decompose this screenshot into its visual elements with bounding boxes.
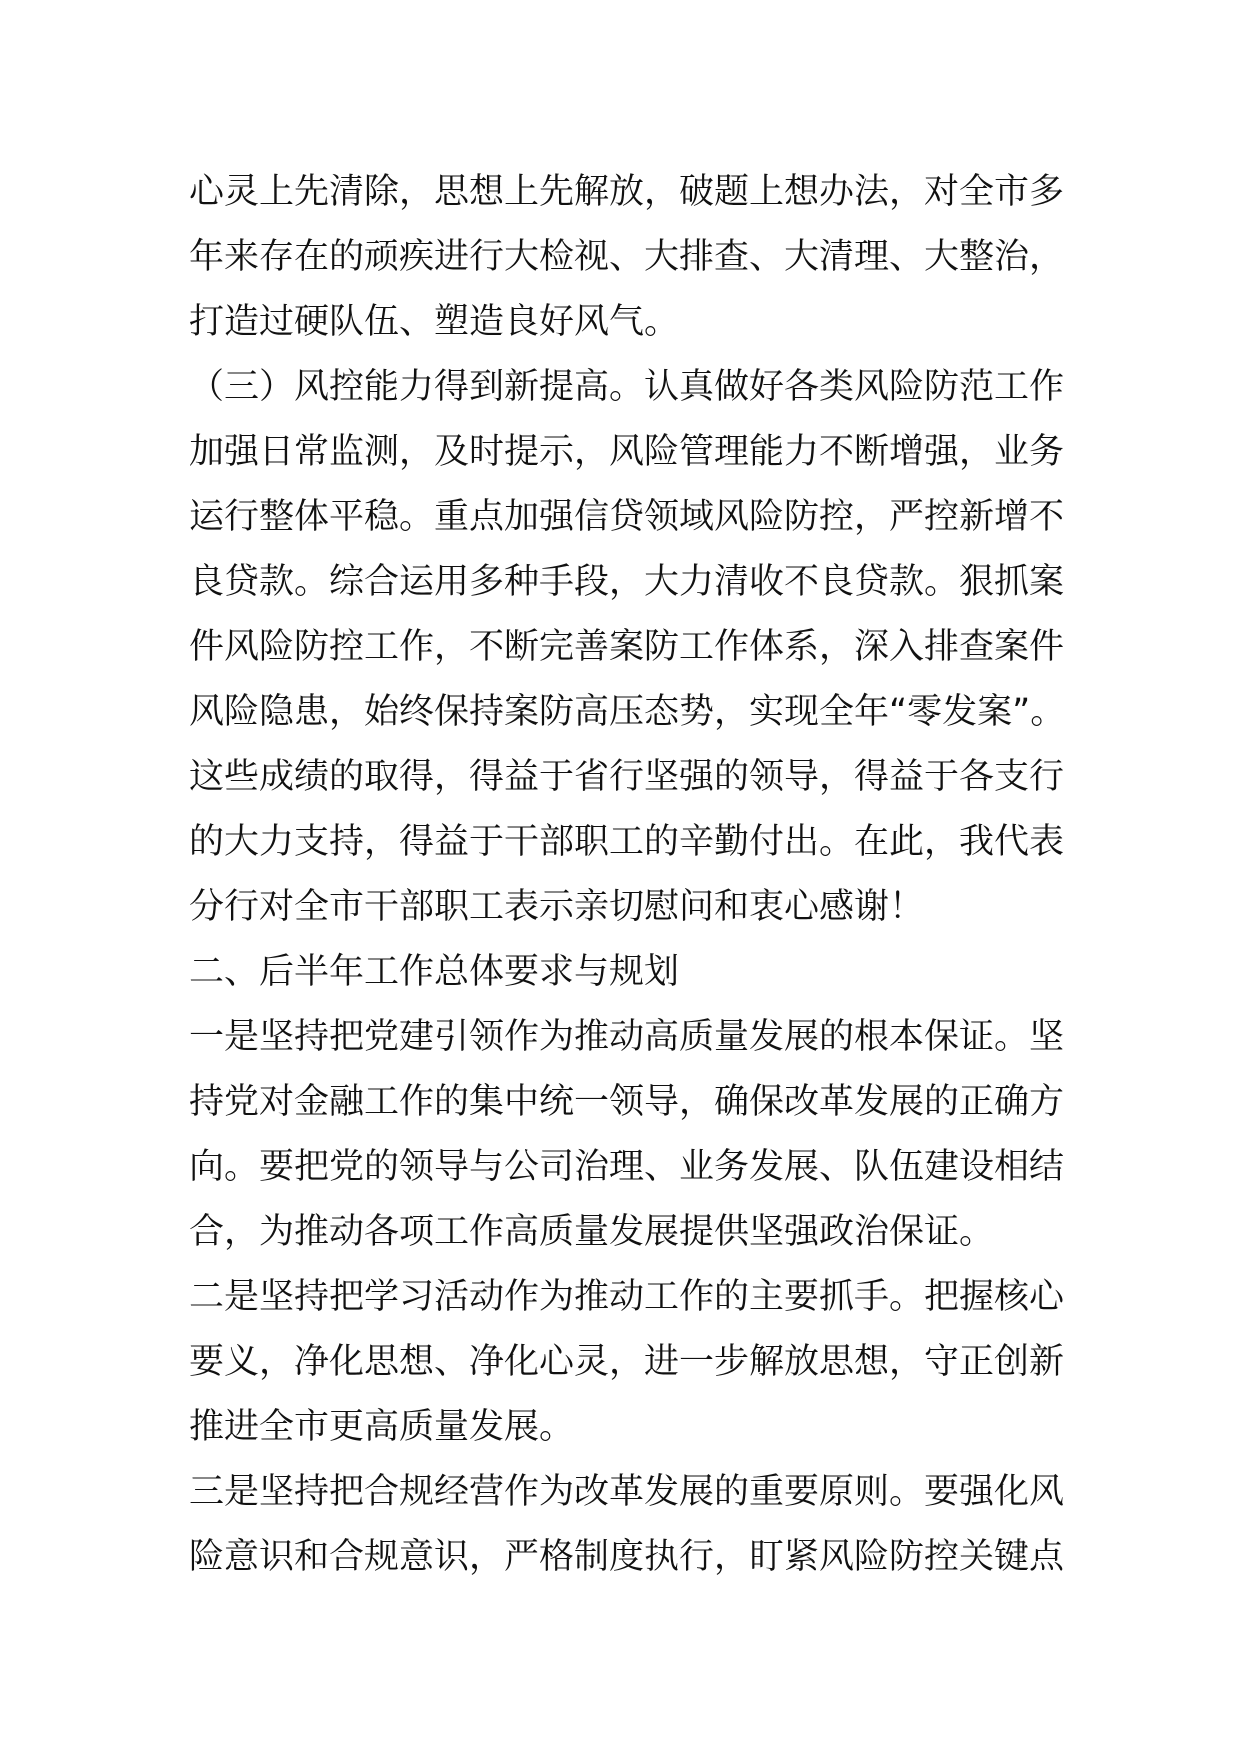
- text-line: 打造过硬队伍、塑造良好风气。: [189, 302, 680, 342]
- text-line: 风险隐患，始终保持案防高压态势，实现全年“零发案”。: [189, 692, 1066, 732]
- text-line: 件风险防控工作，不断完善案防工作体系，深入排查案件: [189, 627, 1065, 667]
- text-line: 一是坚持把党建引领作为推动高质量发展的根本保证。坚: [189, 1017, 1065, 1057]
- text-line: 运行整体平稳。重点加强信贷领域风险防控，严控新增不: [189, 497, 1065, 537]
- text-line: 向。要把党的领导与公司治理、业务发展、队伍建设相结: [189, 1147, 1065, 1187]
- text-line: 年来存在的顽疾进行大检视、大排查、大清理、大整治，: [189, 237, 1065, 277]
- text-line: 持党对金融工作的集中统一领导，确保改革发展的正确方: [189, 1082, 1065, 1122]
- text-line: 加强日常监测，及时提示，风险管理能力不断增强，业务: [189, 432, 1065, 472]
- text-line: 这些成绩的取得，得益于省行坚强的领导，得益于各支行: [189, 757, 1065, 797]
- section-heading-line: （三）风控能力得到新提高。认真做好各类风险防范工作: [189, 367, 1065, 407]
- section-heading-line: 二、后半年工作总体要求与规划: [189, 952, 680, 992]
- text-line: 合，为推动各项工作高质量发展提供坚强政治保证。: [189, 1212, 995, 1252]
- text-line: 分行对全市干部职工表示亲切慰问和衷心感谢！: [189, 887, 925, 927]
- text-line: 心灵上先清除，思想上先解放，破题上想办法，对全市多: [189, 172, 1065, 212]
- text-line: 良贷款。综合运用多种手段，大力清收不良贷款。狠抓案: [189, 562, 1065, 602]
- body-text: [189, 160, 1069, 1590]
- text-line: 推进全市更高质量发展。: [189, 1407, 575, 1447]
- text-line: 二是坚持把学习活动作为推动工作的主要抓手。把握核心: [189, 1277, 1065, 1317]
- text-line: 要义，净化思想、净化心灵，进一步解放思想，守正创新: [189, 1342, 1065, 1382]
- text-line: 三是坚持把合规经营作为改革发展的重要原则。要强化风: [189, 1472, 1065, 1512]
- text-line: 险意识和合规意识，严格制度执行，盯紧风险防控关键点: [189, 1537, 1065, 1577]
- text-line: 的大力支持，得益于干部职工的辛勤付出。在此，我代表: [189, 822, 1065, 862]
